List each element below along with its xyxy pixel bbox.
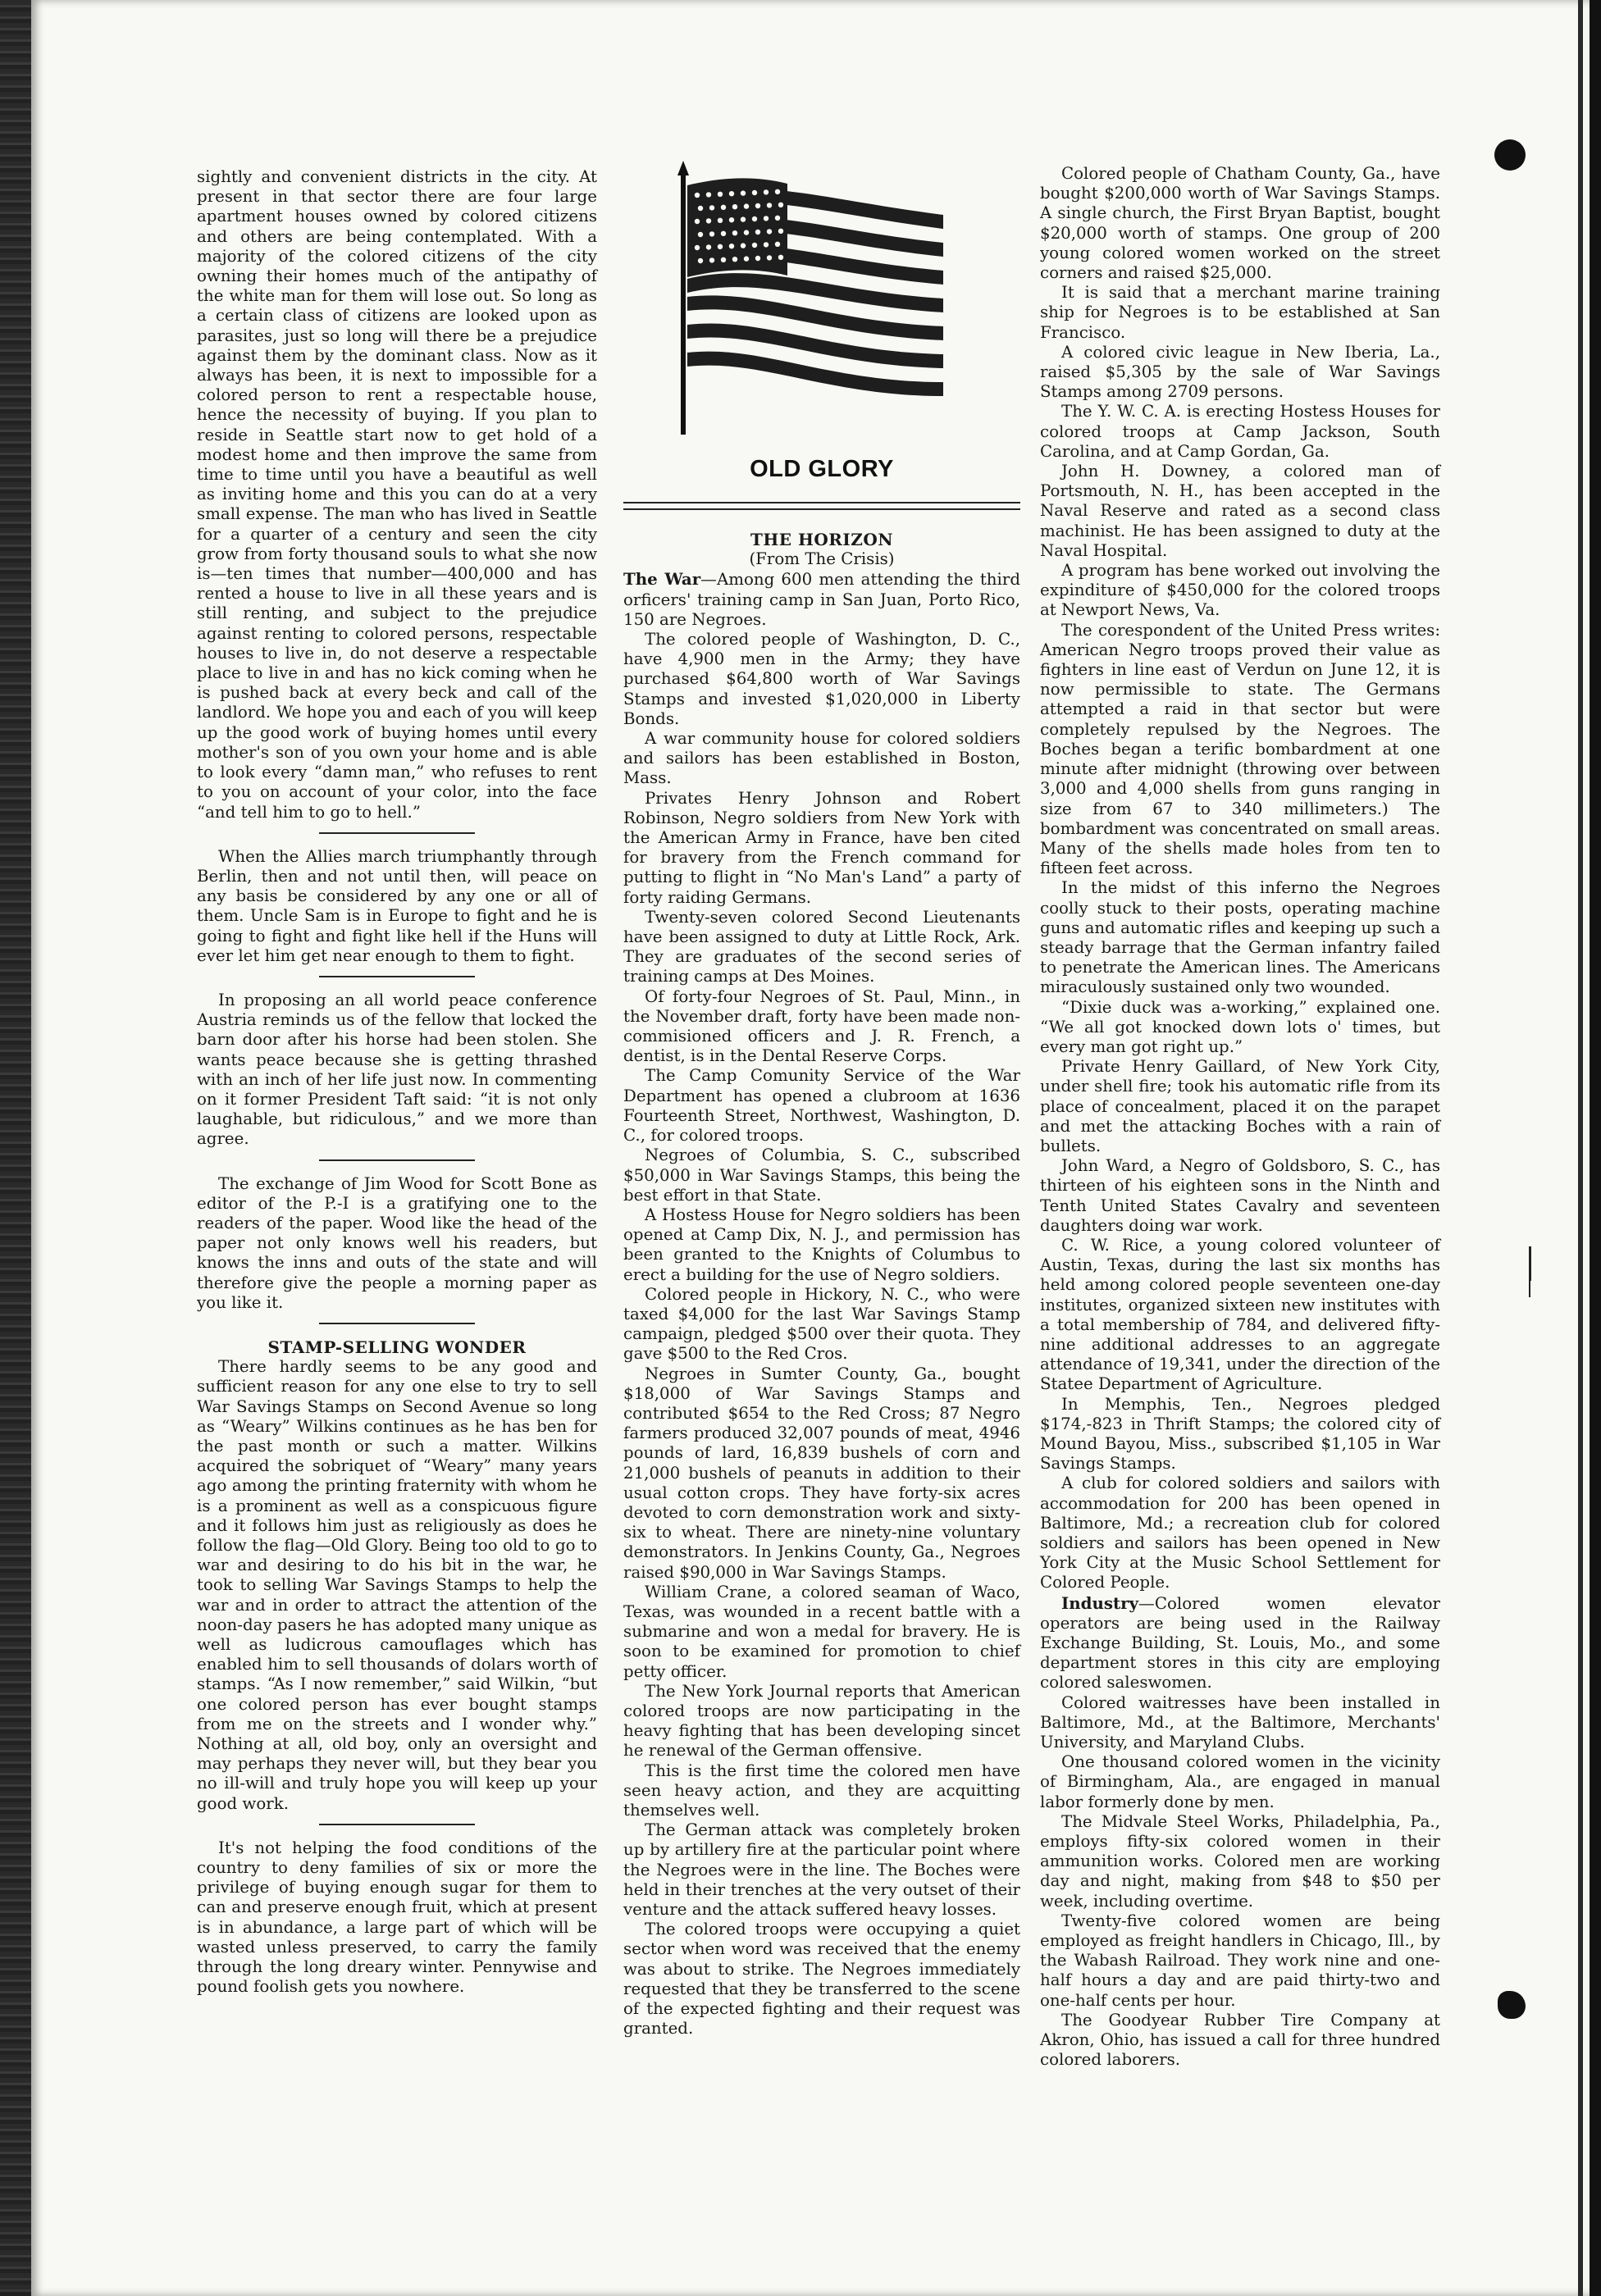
scan-left-edge — [0, 0, 33, 2296]
flag-star — [729, 244, 734, 248]
flag-star — [752, 243, 757, 248]
paragraph: C. W. Rice, a young colored volunteer of Austin, Texas, during the last six months has held among colored people seventeen one-day institutes, organized sixteen new institutes with a total membership of 784, and delivered fifty-nine additional addresses to an aggregate attendance of 19,341, under the direction of the Statee Department of Agriculture. — [1040, 1235, 1440, 1394]
paragraph-text: —Colored women elevator operators are being used in the Railway Exchange Building, St. Louis, Mo., and some department stores in this city are employing colored saleswomen. — [1040, 1593, 1440, 1692]
paragraph: John Ward, a Negro of Goldsboro, S. C., has thirteen of his eighteen sons in the Ninth and Tenth United States Cavalry and seventeen daughters doing war work. — [1040, 1156, 1440, 1235]
flag-star — [709, 231, 714, 236]
paragraph: There hardly seems to be any good and sufficient reason for any one else to try to sell War Savings Stamps on Second Avenue so long as “Weary” Wilkins continues as he has ben for the past month or such a matter. Wilkins acquired the sobriquet of “Weary” many years ago among the printing fraternity with whom he is a prominent as well as a conspicuous figure and it follows him just as religiously as does he follow the flag—Old Glory. Being too old to go to war and desiring to do his bit in the war, he took to selling War Savings Stamps to help the war and in order to attract the attention of the noon-day pasers he has adopted many unique as well as ludicrous camouflages which has enabled him to sell thousands of dolars worth of stamps. “As I now remember,” said Wilkin, “but one colored person has ever bought stamps from me on the streets and I wonder why.” Nothing at all, old boy, only an oversight and may perhaps they never will, but they bear you no ill-will and truly hope you will keep up your good work. — [197, 1357, 597, 1813]
flag-star — [695, 219, 700, 224]
flag-star — [741, 243, 746, 248]
paragraph: sightly and convenient districts in the city. At present in that sector there are four large apartment houses owned by colored citizens and others are being contemplated. With a majority of the colored citizens of the city owning their homes much of the antipathy of the white man for them will lose out. So long as a certain class of citizens are looked upon as parasites, just so long will there be a prejudice against them by the dominant class. Now as it always has been, it is next to impossible for a colored person to rent a respectable house, hence the necessity of buying. If you plan to reside in Seattle start now to get hold of a modest home and then improve the same from time to time until you have a beautiful as well as inviting home and this you can do at a very small expense. The man who has lived in Seattle for a quarter of a century and seen the city grow from forty thousand souls to what she now is—ten times that number—400,000 and has rented a house to live in all these years and is still renting, and subject to the prejudice against renting to colored persons, respectable houses to live in, do not deserve a respectable place to live in and has no kick coming when he is pushed back at every beck and call of the landlord. We hope you and each of you will keep up the good work of buying homes until every mother's son of you own your home and is able to look every “damn man,” who refuses to rent to you on account of your color, into the face “and tell him to go to hell.” — [197, 167, 597, 822]
flag-star — [741, 190, 746, 195]
flag-star — [721, 257, 726, 262]
flag-star — [695, 193, 700, 198]
flag-star — [709, 205, 714, 210]
flag-star — [752, 190, 757, 195]
flag-star — [764, 189, 769, 194]
binder-hole-top — [1494, 139, 1526, 171]
flag-star — [775, 242, 780, 247]
paragraph — [623, 569, 1020, 630]
article-source: (From The Crisis) — [749, 549, 895, 569]
flag-star — [752, 216, 757, 221]
paragraph: John H. Downey, a colored man of Portsmouth, N. H., has been accepted in the Naval Reserve and rated as a second class machinist. He has been assigned to duty at the Naval Hospital. — [1040, 462, 1440, 560]
flag-caption: OLD GLORY — [750, 456, 894, 482]
paragraph: The Camp Comunity Service of the War Department has opened a clubroom at 1636 Fourteenth Street, Northwest, Washington, D. C., for colored troops. — [623, 1066, 1020, 1146]
paragraph: The New York Journal reports that American colored troops are now participating in the heavy fighting that has been developing sincet he renewal of the German offensive. — [623, 1681, 1020, 1761]
flag-star — [732, 257, 737, 262]
paragraph: In the midst of this inferno the Negroes coolly stuck to their posts, operating machine guns and automatic rifles and keeping up such a steady barrage that the German infantry failed to penetrate the American lines. The Americans miraculously sustained only two wounded. — [1040, 878, 1440, 997]
paragraph: The exchange of Jim Wood for Scott Bone as editor of the P.-I is a gratifying one to the readers of the paper. Wood like the head of the paper not only knows well his readers, but knows the inns and outs of the state and will therefore give the people a morning paper as you like it. — [197, 1173, 597, 1312]
flag-star — [718, 218, 723, 223]
double-rule-divider — [623, 502, 1020, 510]
flag-star — [755, 256, 760, 261]
scan-mark — [1529, 1279, 1530, 1297]
flag-star — [741, 216, 746, 221]
flag-star — [732, 204, 737, 209]
paragraph: Negroes in Sumter County, Ga., bought $18,000 of War Savings Stamps and contributed $654 to the Red Cross; 87 Negro farmers produced 32,007 pounds of meat, 4946 pounds of lard, 16,839 bushels of corn and 21,000 bushels of peanuts in addition to their usual cotton crops. They have forty-six acres devoted to corn demonstration work and sixty-six to wheat. There are ninety-nine voluntary demonstrators. In Jenkins County, Ga., Negroes raised $90,000 in War Savings Stamps. — [623, 1364, 1020, 1582]
flag-star — [706, 192, 711, 197]
flag-star — [729, 191, 734, 196]
paragraph: The corespondent of the United Press writes: American Negro troops proved their value as fighters in line east of Verdun on June 12, it is now permissible to state. The Germans attempted a raid in that sector but were completely repulsed by the Negroes. The Boches began a terific bombardment at one minute after midnight (throwing over between 3,000 and 4,000 shells from guns ranging in size from 67 to 340 millimeters.) The bombardment was concentrated on small areas. Many of the shells made holes from ten to fifteen feet across. — [1040, 620, 1440, 878]
paragraph: A colored civic league in New Iberia, La., raised $5,305 by the sale of War Savings Stamps among 2709 persons. — [1040, 342, 1440, 402]
flag-star — [767, 229, 772, 234]
flag-star — [775, 216, 780, 221]
section-divider — [319, 1323, 475, 1324]
flag-star — [698, 232, 703, 237]
paragraph: Privates Henry Johnson and Robert Robinson, Negro soldiers from New York with the American Army in France, have ben cited for bravery from the French command for putting to flight in “No Man's Land” a party of forty raiding Germans. — [623, 788, 1020, 907]
section-divider — [319, 976, 475, 977]
paragraph: Negroes of Columbia, S. C., subscribed $50,000 in War Savings Stamps, this being the best effort in that State. — [623, 1146, 1020, 1205]
flag-star — [767, 255, 772, 260]
flag-star — [778, 203, 783, 207]
paragraph: It is said that a merchant marine training ship for Negroes is to be established at San Francisco. — [1040, 283, 1440, 342]
binder-hole-bottom — [1498, 1991, 1526, 2019]
flag-star — [764, 216, 769, 221]
paragraph: The German attack was completely broken up by artillery fire at the particular point where the Negroes were in the line. The Boches were held in their trenches at the very outset of their venture and the attack suffered heavy losses. — [623, 1820, 1020, 1920]
paragraph: Twenty-five colored women are being employed as freight handlers in Chicago, Ill., by the Wabash Railroad. They work nine and one-half hours a day and are paid thirty-two and one-half cents per hour. — [1040, 1911, 1440, 2010]
paragraph: This is the first time the colored men have seen heavy action, and they are acquitting themselves well. — [623, 1761, 1020, 1820]
paragraph — [1040, 1593, 1440, 1693]
flag-star — [767, 203, 772, 207]
flag-star — [706, 244, 711, 249]
flag-star — [778, 229, 783, 234]
flag-star — [744, 230, 749, 235]
paragraph: William Crane, a colored seaman of Waco, Texas, was wounded in a recent battle with a submarine and won a medal for bravery. He is soon to be examined for promotion to chief petty officer. — [623, 1582, 1020, 1681]
flag-star — [721, 231, 726, 236]
paragraph: A club for colored soldiers and sailors with accommodation for 200 has been opened in Baltimore, Md.; a recreation club for colored soldiers and sailors has been opened in New York City at the Music School Settlement for Colored People. — [1040, 1474, 1440, 1592]
paragraph: Private Henry Gaillard, of New York City, under shell fire; took his automatic rifle from its place of concealment, placed it on the parapet and met the attacking Boches with a rain of bullets. — [1040, 1057, 1440, 1155]
scan-right-edge — [1590, 0, 1601, 2296]
paragraph: A program has bene worked out involving the expinditure of $450,000 for the colored troops at Newport News, Va. — [1040, 561, 1440, 620]
column-right — [1040, 164, 1440, 2070]
paragraph: A war community house for colored soldiers and sailors has been established in Boston, Mass. — [623, 729, 1020, 788]
flag-star — [695, 245, 700, 250]
article-heading: THE HORIZON — [750, 530, 894, 549]
page-right-rule — [1578, 0, 1583, 2296]
paragraph: The Goodyear Rubber Tire Company at Akron, Ohio, has issued a call for three hundred colored laborers. — [1040, 2010, 1440, 2070]
flag-star — [764, 242, 769, 247]
section-divider — [319, 1159, 475, 1161]
paragraph: Colored waitresses have been installed in Baltimore, Md., at the Baltimore, Merchants' University, and Maryland Clubs. — [1040, 1692, 1440, 1752]
section-divider — [319, 1824, 475, 1825]
paragraph: The colored troops were occupying a quiet sector when word was received that the enemy was about to strike. The Negroes immediately requested that they be transferred to the scene of the expected fighting and their request was granted. — [623, 1920, 1020, 2039]
flag-star — [729, 217, 734, 222]
flag-star — [775, 189, 780, 194]
paragraph: A Hostess House for Negro soldiers has been opened at Camp Dix, N. J., and permission has been granted to the Knights of Columbus to erect a building for the use of Negro soldiers. — [623, 1205, 1020, 1284]
flag-star — [709, 257, 714, 262]
flag-star — [755, 230, 760, 235]
flag-star — [755, 203, 760, 208]
paragraph: The Midvale Steel Works, Philadelphia, Pa., employs fifty-six colored women in their ammunition works. Colored men are working day and night, making from $48 to $50 per week, including overtime. — [1040, 1811, 1440, 1911]
paragraph: In Memphis, Ten., Negroes pledged $174,-823 in Thrift Stamps; the colored city of Mound Bayou, Miss., subscribed $1,105 in War Savings Stamps. — [1040, 1394, 1440, 1474]
paragraph: “Dixie duck was a-working,” explained one. “We all got knocked down lots o' times, but every man got right up.” — [1040, 997, 1440, 1056]
paragraph: The colored people of Washington, D. C., have 4,900 men in the Army; they have purchased $64,800 worth of War Savings Stamps and invested $1,020,000 in Liberty Bonds. — [623, 630, 1020, 728]
flag-star — [718, 244, 723, 249]
paragraph: In proposing an all world peace conference Austria reminds us of the fellow that locked the barn door after his horse had been stolen. She wants peace because she is getting thrashed with an inch of her life just now. In commenting on it former President Taft said: “it is not only laughable, but ridiculous,” and we more than agree. — [197, 990, 597, 1149]
flag-star — [732, 230, 737, 235]
flag-illustration — [623, 161, 1020, 505]
flag-star — [718, 192, 723, 197]
us-flag-icon — [673, 161, 968, 440]
paragraph-text: —Among 600 men attending the third orficers' training camp in San Juan, Porto Rico, 150 are Negroes. — [623, 570, 1020, 629]
flag-star — [744, 203, 749, 208]
paragraph: Of forty-four Negroes of St. Paul, Minn., in the November draft, forty have been made non-commisioned officers and J. R. French, a dentist, is in the Dental Reserve Corps. — [623, 986, 1020, 1066]
column-left — [197, 167, 597, 1997]
paragraph: The Y. W. C. A. is erecting Hostess Houses for colored troops at Camp Jackson, South Carolina, and at Camp Gordan, Ga. — [1040, 402, 1440, 461]
article-heading: STAMP-SELLING WONDER — [267, 1337, 527, 1357]
flag-star — [744, 256, 749, 261]
section-lead: Industry — [1061, 1592, 1139, 1613]
paragraph: Twenty-seven colored Second Lieutenants have been assigned to duty at Little Rock, Ark. They are graduates of the second series of training camps at Des Moines. — [623, 907, 1020, 986]
column-center — [623, 530, 1020, 2039]
paragraph: It's not helping the food conditions of the country to deny families of six or more the privilege of buying enough sugar for them to can and preserve enough fruit, which at present is in abundance, a large part of which will be wasted unless preserved, to carry the family through the long dreary winter. Pennywise and pound foolish gets you nowhere. — [197, 1838, 597, 1997]
flag-star — [706, 218, 711, 223]
section-lead: The War — [623, 569, 701, 590]
paragraph: Colored people of Chatham County, Ga., have bought $200,000 worth of War Savings Stamps. A single church, the First Bryan Baptist, bought $20,000 worth of stamps. One group of 200 young colored women worked on the street corners and raised $25,000. — [1040, 164, 1440, 283]
flag-star — [698, 258, 703, 263]
scan-mark — [1529, 1246, 1531, 1281]
section-divider — [319, 832, 475, 834]
paragraph: When the Allies march triumphantly through Berlin, then and not until then, will peace on any basis be considered by any one or all of them. Uncle Sam is in Europe to fight and he is going to fight and fight like hell if the Huns will ever let him get near enough to them to fight. — [197, 846, 597, 965]
flag-star — [721, 205, 726, 210]
paragraph: Colored people in Hickory, N. C., who were taxed $4,000 for the last War Savings Stamp campaign, pledged $500 over their quota. They gave $500 to the Red Cros. — [623, 1284, 1020, 1364]
paragraph: One thousand colored women in the vicinity of Birmingham, Ala., are engaged in manual labor formerly done by men. — [1040, 1752, 1440, 1811]
flag-star — [778, 255, 783, 260]
flag-star — [698, 206, 703, 211]
